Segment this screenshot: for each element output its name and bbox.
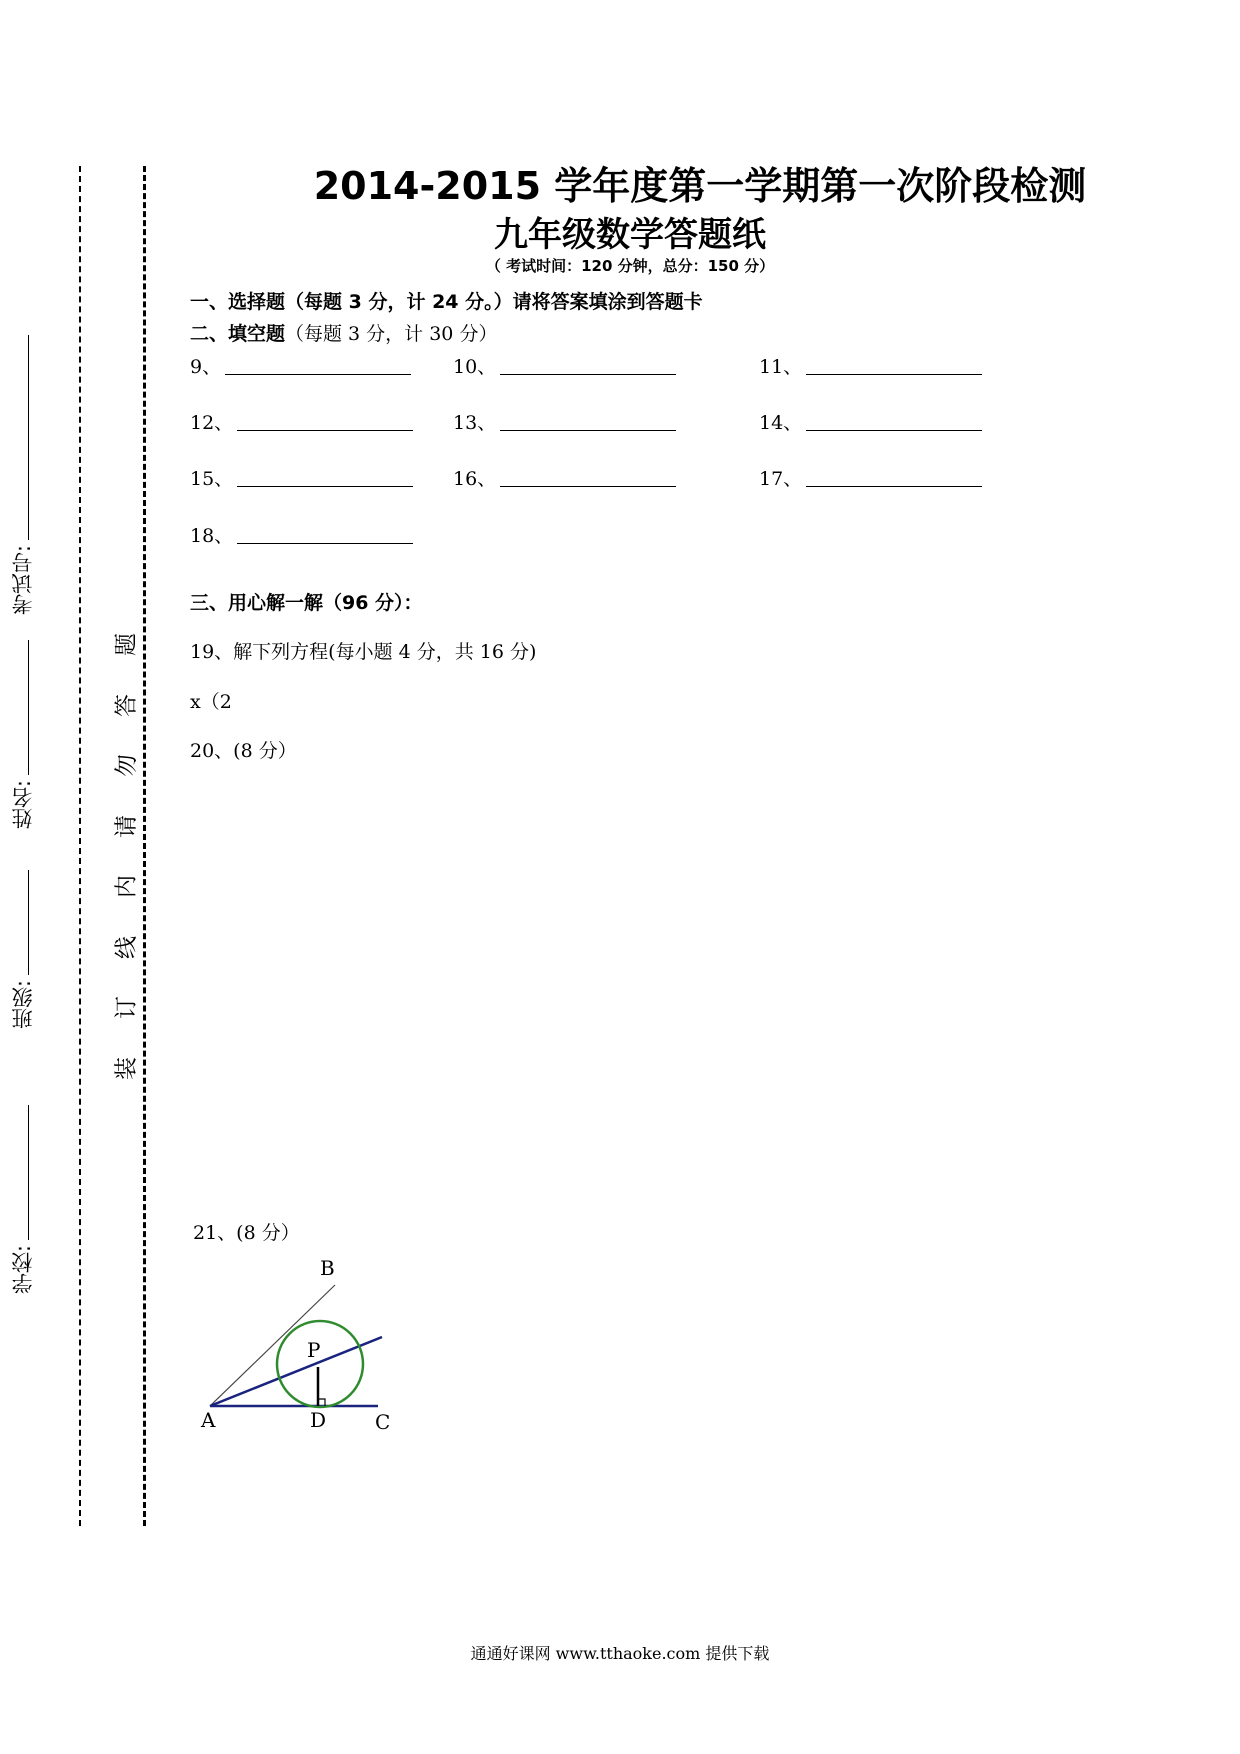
answer-line[interactable] <box>237 486 413 487</box>
page-subtitle: 九年级数学答题纸 <box>494 215 766 255</box>
circle-P <box>277 1321 363 1407</box>
answer-blank-9[interactable] <box>190 352 411 379</box>
answer-blank-14[interactable] <box>759 408 982 435</box>
answer-line[interactable] <box>500 374 676 375</box>
answer-blank-11[interactable] <box>759 352 982 379</box>
answer-line[interactable] <box>237 543 413 544</box>
section3-heading <box>190 588 423 615</box>
question-20: 20、(8 分） <box>190 740 297 762</box>
school-label: 学校: <box>11 1245 35 1295</box>
section1-heading <box>190 287 703 314</box>
answer-line[interactable] <box>500 430 676 431</box>
answer-blank-16[interactable] <box>453 464 676 491</box>
name-label: 姓名: <box>11 780 35 830</box>
exam-number-rule <box>28 335 29 540</box>
section1-heading-text: 一、选择题（每题 3 分，计 24 分。）请将答案填涂到答题卡 <box>190 291 703 313</box>
binding-dashed-line-inner <box>143 166 146 1526</box>
blank-number: 11、 <box>759 356 803 378</box>
warning-char: 装 <box>113 1057 140 1080</box>
section3-heading-text: 三、用心解一解（96 分）： <box>190 592 423 614</box>
warning-char: 请 <box>113 815 140 838</box>
label-B: B <box>320 1256 335 1280</box>
answer-blank-17[interactable] <box>759 464 982 491</box>
answer-blank-10[interactable] <box>453 352 676 379</box>
blank-number: 15、 <box>190 468 234 490</box>
geometry-figure <box>195 1255 425 1440</box>
blank-number: 17、 <box>759 468 803 490</box>
blank-number: 18、 <box>190 525 234 547</box>
school-rule <box>28 1105 29 1240</box>
blank-number: 12、 <box>190 412 234 434</box>
answer-line[interactable] <box>806 430 982 431</box>
warning-char: 内 <box>113 875 140 898</box>
side-field-exam-number <box>8 335 38 635</box>
answer-line[interactable] <box>225 374 411 375</box>
warning-char: 线 <box>113 936 140 959</box>
answer-blank-18[interactable] <box>190 521 413 548</box>
answer-blank-12[interactable] <box>190 408 413 435</box>
exam-number-label: 考试号: <box>11 545 35 616</box>
side-field-school <box>8 1105 38 1325</box>
side-field-class <box>8 870 38 1070</box>
warning-char: 题 <box>113 633 140 656</box>
blank-number: 13、 <box>453 412 497 434</box>
blank-number: 10、 <box>453 356 497 378</box>
section2-heading-rest: （每题 3 分，计 30 分） <box>285 323 498 345</box>
warning-char: 勿 <box>113 754 140 777</box>
answer-blank-15[interactable] <box>190 464 413 491</box>
label-C: C <box>375 1410 391 1434</box>
class-rule <box>28 870 29 975</box>
question-19: 19、解下列方程(每小题 4 分，共 16 分) <box>190 641 537 663</box>
answer-line[interactable] <box>806 374 982 375</box>
question-19-item: x（2 <box>190 691 232 713</box>
label-D: D <box>310 1408 327 1432</box>
answer-blank-13[interactable] <box>453 408 676 435</box>
blank-number: 9、 <box>190 356 222 378</box>
answer-line[interactable] <box>806 486 982 487</box>
section2-heading-bold: 二、填空题 <box>190 323 286 345</box>
side-field-name <box>8 640 38 860</box>
blank-number: 14、 <box>759 412 803 434</box>
warning-char: 订 <box>113 996 140 1019</box>
page-title: 2014-2015 学年度第一学期第一次阶段检测 <box>313 164 1087 208</box>
blank-number: 16、 <box>453 468 497 490</box>
question-21: 21、(8 分） <box>193 1222 300 1244</box>
warning-char: 答 <box>113 694 140 717</box>
label-P: P <box>307 1338 321 1362</box>
exam-info: （ 考试时间：120 分钟，总分：150 分） <box>485 257 775 275</box>
footer-text: 通通好课网 www.tthaoke.com 提供下载 <box>470 1644 770 1663</box>
answer-line[interactable] <box>237 430 413 431</box>
class-label: 班级: <box>11 980 35 1030</box>
name-rule <box>28 640 29 775</box>
label-A: A <box>201 1408 216 1432</box>
answer-line[interactable] <box>500 486 676 487</box>
line-AP <box>210 1337 382 1406</box>
section2-heading <box>190 319 497 346</box>
binding-dashed-line-outer <box>79 166 81 1526</box>
